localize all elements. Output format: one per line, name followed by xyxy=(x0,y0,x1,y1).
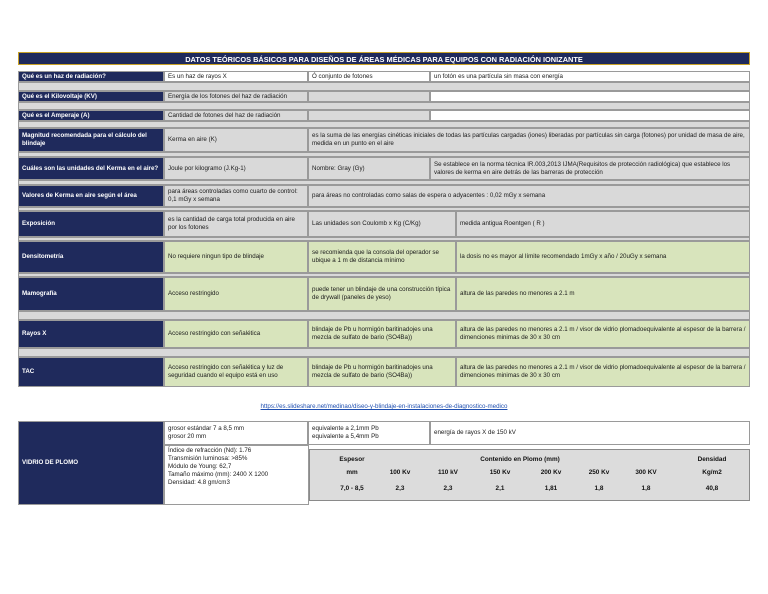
answer-rayos-x: Acceso restringido con señalética xyxy=(164,320,308,348)
answer-exposicion: es la cantidad de carga total producida en aire por los fotones xyxy=(164,211,308,237)
question-amperaje: Qué es el Amperaje (A) xyxy=(18,110,164,121)
note-rayos-x: altura de las paredes no menores a 2.1 m / visor de vidrio plomadoequivalente al espesor de la barrera / dimenciones minimas de 30 x 30 cm xyxy=(456,320,750,348)
spacer-row xyxy=(18,82,750,91)
vidrio-propiedades: Índice de refracción (Nd): 1.76 Transmisión luminosa: >85% Módulo de Young: 62,7 Tamaño máximo (mm): 2400 X 1200 Densidad: 4.8 gm/cm3 xyxy=(164,445,309,505)
answer-valores: para áreas controladas como cuarto de control: 0,1 mGy x semana xyxy=(164,185,308,207)
answer-haz: Es un haz de rayos X xyxy=(164,71,308,82)
note-mamografia: altura de las paredes no menores a 2.1 m xyxy=(456,277,750,311)
page-title: DATOS TEÓRICOS BÁSICOS PARA DISEÑOS DE ÁREAS MÉDICAS PARA EQUIPOS CON RADIACIÓN IONIZANTE xyxy=(18,52,750,65)
question-magnitud: Magnitud recomendada para el cálculo del blindaje xyxy=(18,128,164,152)
question-densitometria: Densitometría xyxy=(18,241,164,273)
answer-mamografia: Acceso restringido xyxy=(164,277,308,311)
answer-unidades: Joule por kilogramo (J.Kg-1) xyxy=(164,157,308,180)
detail-exposicion: Las unidades son Coulomb x Kg (C/Kg) xyxy=(308,211,456,237)
kv-label: 150 Kv xyxy=(489,469,511,476)
plomo-value: 2,3 xyxy=(443,485,453,492)
detail-mamografia: puede tener un blindaje de una construcción típica de drywall (paneles de yeso) xyxy=(308,277,456,311)
plomo-value: 2,1 xyxy=(495,485,505,492)
densidad-value: 40,8 xyxy=(705,485,719,492)
question-exposicion: Exposición xyxy=(18,211,164,237)
question-mamografia: Mamografía xyxy=(18,277,164,311)
spacer-row xyxy=(18,311,750,320)
vidrio-energia: energía de rayos X de 150 kV xyxy=(430,421,750,445)
detail-unidades: Nombre: Gray (Gy) xyxy=(308,157,430,180)
empty-cell xyxy=(308,91,430,102)
question-valores: Valores de Kerma en aire según el área xyxy=(18,185,164,207)
spacer-row xyxy=(18,102,750,110)
kv-label: 250 Kv xyxy=(588,469,610,476)
empty-cell xyxy=(430,91,750,102)
detail-valores: para áreas no controladas como salas de espera o adyacentes : 0,02 mGy x semana xyxy=(308,185,750,207)
answer-kv: Energía de los fotones del haz de radiación xyxy=(164,91,308,102)
vidrio-equivalente: equivalente a 2,1mm Pb equivalente a 5,4mm Pb xyxy=(308,421,430,445)
detail-densitometria: se recomienda que la consola del operador se ubique a 1 m de distancia mínimo xyxy=(308,241,456,273)
detail-tac: blindaje de Pb u hormigón baritinadojes una mezcla de sulfato de bario (SO4Ba)) xyxy=(308,357,456,387)
unit-mm: mm xyxy=(346,469,358,476)
header-contenido: Contenido en Plomo (mm) xyxy=(480,456,560,463)
spacer-row xyxy=(18,348,750,357)
plomo-value: 1,8 xyxy=(641,485,651,492)
spacer-row xyxy=(18,121,750,128)
question-haz: Qué es un haz de radiación? xyxy=(18,71,164,82)
empty-cell xyxy=(308,110,430,121)
vidrio-grosor: grosor estándar 7 a 8,5 mm grosor 20 mm xyxy=(164,421,308,445)
unit-densidad: Kg/m2 xyxy=(702,469,722,476)
source-link[interactable]: https://es.slideshare.net/medinao/diseo-y-blindaje-en-instalaciones-de-diagnostico-medico xyxy=(260,403,508,410)
plomo-table xyxy=(309,449,750,501)
plomo-value: 1,8 xyxy=(594,485,604,492)
vidrio-label: VIDRIO DE PLOMO xyxy=(18,421,164,505)
espesor-value: 7,0 - 8,5 xyxy=(340,485,364,492)
kv-label: 100 Kv xyxy=(389,469,411,476)
plomo-value: 1,81 xyxy=(544,485,558,492)
answer-amperaje: Cantidad de fotones del haz de radiación xyxy=(164,110,308,121)
question-tac: TAC xyxy=(18,357,164,387)
detail-haz: Ó conjunto de fotones xyxy=(308,71,430,82)
detail-magnitud: es la suma de las energías cinéticas iniciales de todas las partículas cargadas (iones) liberadas por partículas sin carga (fotones) por unidad de masa de aire, medida en un punto en el aire xyxy=(308,128,750,152)
header-densidad: Densidad xyxy=(697,456,727,463)
question-kv: Qué es el Kilovoltaje (KV) xyxy=(18,91,164,102)
note-tac: altura de las paredes no menores a 2.1 m / visor de vidrio plomadoequivalente al espesor de la barrera / dimenciones minimas de 30 x 30 cm xyxy=(456,357,750,387)
question-rayos-x: Rayos X xyxy=(18,320,164,348)
detail-rayos-x: blindaje de Pb u hormigón baritinadojes una mezcla de sulfato de bario (SO4Ba)) xyxy=(308,320,456,348)
kv-label: 300 KV xyxy=(635,469,657,476)
header-espesor: Espesor xyxy=(339,456,365,463)
plomo-value: 2,3 xyxy=(395,485,405,492)
answer-tac: Acceso restringido con señalética y luz de seguridad cuando el equipo está en uso xyxy=(164,357,308,387)
note-unidades: Se establece en la norma técnica IR.003,2013 IJMA(Requisitos de protección radiológica) que establece los valores de kerma en aire detrás de las barreras de protección xyxy=(430,157,750,180)
answer-densitometria: No requiere ningun tipo de blindaje xyxy=(164,241,308,273)
note-haz: un fotón es una partícula sin masa con energía xyxy=(430,71,750,82)
empty-cell xyxy=(430,110,750,121)
note-exposicion: medida antigua Roentgen ( R ) xyxy=(456,211,750,237)
kv-label: 200 Kv xyxy=(540,469,562,476)
question-unidades: Cuáles son las unidades del Kerma en el aire? xyxy=(18,157,164,180)
note-densitometria: la dosis no es mayor al límite recomendado 1mGy x año / 20uGy x semana xyxy=(456,241,750,273)
kv-label: 110 kV xyxy=(438,469,458,476)
answer-magnitud: Kerma en aire (K) xyxy=(164,128,308,152)
